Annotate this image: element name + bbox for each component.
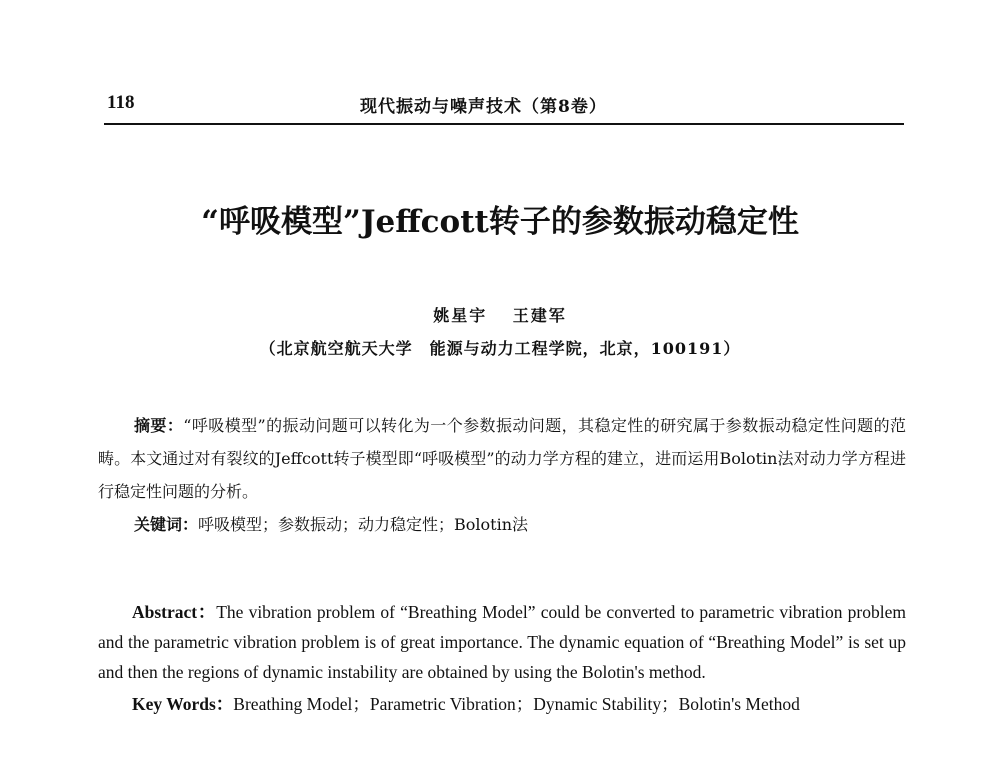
author-name: 姚星宇 [433, 306, 488, 325]
affiliation: （北京航空航天大学 能源与动力工程学院，北京，100191） [259, 339, 741, 358]
english-keywords-label: Key Words： [132, 694, 234, 714]
chinese-abstract-label: 摘要： [134, 416, 184, 435]
chinese-keywords-text: 呼吸模型；参数振动；动力稳定性；Bolotin法 [198, 515, 529, 534]
chinese-abstract [98, 409, 906, 541]
chinese-abstract-text: “呼吸模型”的振动问题可以转化为一个参数振动问题，其稳定性的研究属于参数振动稳定性问题的范畴。本文通过对有裂纹的Jeffcott转子模型即“呼吸模型”的动力学方程的建立，进而运用Bolotin法对动力学方程进行稳定性问题的分析。 [98, 416, 906, 501]
english-abstract [98, 597, 906, 719]
running-head: 现代振动与噪声技术（第8卷） [360, 97, 607, 117]
english-keywords [98, 689, 906, 719]
chinese-keywords [98, 508, 906, 541]
page-number: 118 [107, 92, 135, 113]
english-abstract-label: Abstract： [132, 602, 217, 622]
authors [0, 303, 1000, 326]
chinese-abstract-paragraph [98, 409, 906, 508]
english-abstract-paragraph [98, 597, 906, 687]
english-abstract-text: The vibration problem of “Breathing Model” could be converted to parametric vibration problem and the parametric vibration problem is of great importance. The dynamic equation of “Breathing Model” is set up and then the regions of dynamic instability are obtained by using the Bolotin's method. [98, 602, 906, 682]
chinese-keywords-label: 关键词： [134, 515, 199, 534]
header-rule [104, 123, 904, 125]
english-keywords-text: Breathing Model；Parametric Vibration；Dynamic Stability；Bolotin's Method [233, 694, 800, 714]
author-name: 王建军 [512, 306, 567, 325]
paper-title: “呼吸模型”Jeffcott转子的参数振动稳定性 [201, 204, 799, 240]
